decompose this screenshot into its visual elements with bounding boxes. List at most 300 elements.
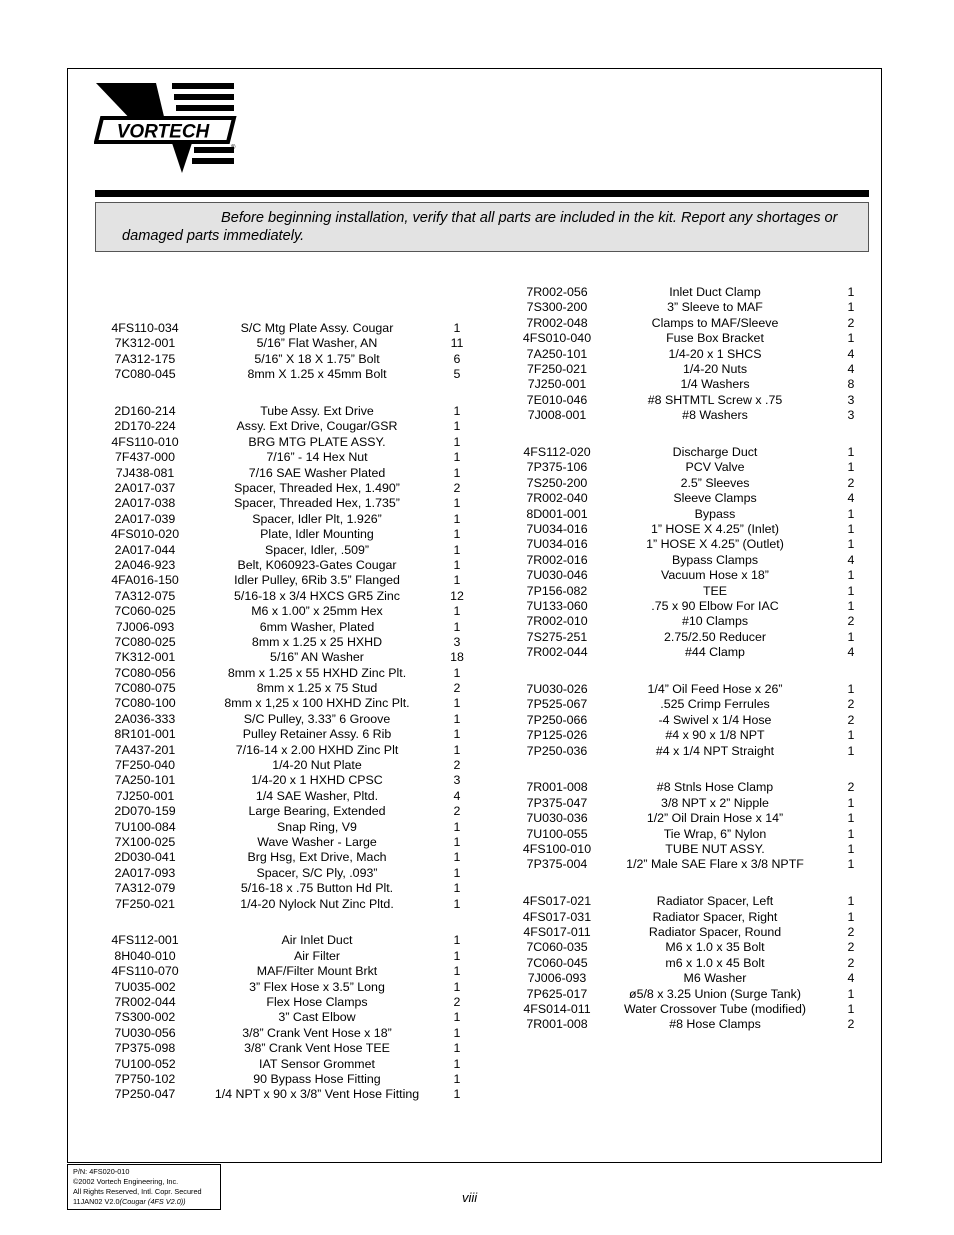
group-spacer (515, 873, 871, 895)
parts-row (95, 367, 475, 382)
description-cell: 8mm x 1,25 x 100 HXHD Zinc Plt. (224, 696, 410, 711)
part-number-cell: 2A017-044 (114, 542, 176, 557)
description-cell: M6 Washer (683, 971, 747, 986)
parts-row (95, 404, 475, 419)
parts-row (515, 796, 871, 811)
quantity-cell: 1 (453, 419, 461, 434)
part-number-cell: 4FS017-021 (522, 894, 592, 909)
part-number-cell: 2A017-093 (114, 865, 176, 880)
quantity-cell: 12 (450, 588, 464, 603)
quantity-cell: 1 (453, 819, 461, 834)
description-cell: 3/8” Crank Vent Hose TEE (244, 1041, 390, 1056)
part-number-cell: 8D001-001 (526, 506, 588, 521)
quantity-cell: 8 (847, 377, 855, 392)
parts-row (515, 507, 871, 522)
description-cell: 5/16-18 x .75 Button Hd Plt. (240, 881, 394, 896)
parts-row (95, 336, 475, 351)
quantity-cell: 1 (453, 1087, 461, 1102)
parts-row (95, 1087, 475, 1102)
part-number-cell: 7U100-052 (114, 1056, 176, 1071)
part-number-cell: 7C060-045 (526, 955, 588, 970)
quantity-cell: 1 (847, 445, 855, 460)
part-number-cell: 7C080-100 (114, 696, 176, 711)
part-number-cell: 7F250-021 (527, 361, 587, 376)
parts-row (515, 1002, 871, 1017)
quantity-cell: 1 (453, 573, 461, 588)
description-cell: 8mm X 1.25 x 45mm Bolt (247, 367, 387, 382)
part-number-cell: 7A437-201 (114, 742, 176, 757)
parts-row (515, 362, 871, 377)
description-cell: M6 x 1.0 x 35 Bolt (665, 940, 765, 955)
part-number-cell: 7R002-016 (526, 552, 588, 567)
part-number-cell: 7P525-067 (526, 697, 588, 712)
quantity-cell: 1 (847, 537, 855, 552)
parts-row (95, 527, 475, 542)
parts-row (515, 599, 871, 614)
quantity-cell: 1 (847, 598, 855, 613)
parts-row (95, 573, 475, 588)
quantity-cell: 2 (847, 614, 855, 629)
quantity-cell: 1 (847, 728, 855, 743)
quantity-cell: 1 (453, 979, 461, 994)
parts-row (515, 894, 871, 909)
description-cell: #8 Stnls Hose Clamp (656, 780, 774, 795)
description-cell: 1/2” Male SAE Flare x 3/8 NPTF (626, 857, 804, 872)
parts-row (95, 589, 475, 604)
quantity-cell: 1 (453, 881, 461, 896)
description-cell: MAF/Filter Mount Brkt (256, 964, 378, 979)
parts-row (95, 1072, 475, 1087)
description-cell: 8mm x 1.25 x 75 Stud (256, 681, 378, 696)
description-cell: 5/16-18 x 3/4 HXCS GR5 Zinc (234, 588, 400, 603)
description-cell: 1/4 SAE Washer, Pltd. (255, 788, 379, 803)
description-cell: #44 Clamp (685, 645, 745, 660)
quantity-cell: 6 (453, 351, 461, 366)
parts-row (515, 1017, 871, 1032)
part-number-cell: 7X100-025 (114, 835, 176, 849)
parts-row (95, 496, 475, 511)
header-rule (95, 190, 869, 197)
description-cell: BRG MTG PLATE ASSY. (248, 434, 386, 449)
description-cell: S/C Mtg Plate Assy. Cougar (240, 321, 394, 335)
group-spacer (95, 912, 475, 934)
version-line (73, 1197, 220, 1207)
quantity-cell: 1 (847, 521, 855, 536)
quantity-cell: 3 (847, 408, 855, 423)
quantity-cell: 2 (847, 925, 855, 940)
parts-row (95, 820, 475, 835)
part-number-cell: 7R001-008 (526, 1017, 588, 1032)
parts-row (95, 1026, 475, 1041)
description-cell: Plate, Idler Mounting (260, 527, 374, 542)
part-number-cell: 8R101-001 (114, 727, 176, 742)
parts-row (515, 910, 871, 925)
description-cell: 1/4-20 x 1 HXHD CPSC (251, 773, 383, 788)
quantity-cell: 2 (453, 804, 461, 819)
description-cell: Assy. Ext Drive, Cougar/GSR (236, 419, 398, 434)
parts-row (515, 940, 871, 955)
part-number: P/N: 4FS020-010 (73, 1167, 130, 1176)
part-number-cell: 7P375-047 (526, 795, 588, 810)
quantity-cell: 1 (847, 285, 855, 299)
description-cell: 1/4 Washers (680, 377, 750, 392)
description-cell: Bypass Clamps (671, 552, 759, 567)
description-cell: Spacer, Idler, .509” (264, 542, 369, 557)
parts-row (95, 635, 475, 650)
part-number-cell: 7F250-040 (115, 758, 175, 773)
part-number-cell: 7U030-026 (526, 681, 588, 696)
description-cell: 8mm x 1.25 x 55 HXHD Zinc Plt. (227, 665, 407, 680)
parts-row (515, 780, 871, 795)
part-number-cell: 7J008-001 (527, 408, 587, 423)
description-cell: #4 x 1/4 NPT Straight (655, 743, 775, 758)
part-number-cell: 7P156-082 (526, 583, 588, 598)
part-number-cell: 2A017-037 (114, 481, 176, 496)
description-cell: ø5/8 x 3.25 Union (Surge Tank) (629, 986, 801, 1001)
part-number-cell: 7P375-106 (526, 460, 588, 475)
description-cell: #4 x 90 x 1/8 NPT (665, 728, 765, 743)
part-number-cell: 4FS010-020 (110, 527, 180, 542)
description-cell: IAT Sensor Grommet (259, 1056, 375, 1071)
parts-row (95, 712, 475, 727)
description-cell: 3/8 NPT x 2” Nipple (661, 795, 769, 810)
quantity-cell: 1 (453, 604, 461, 619)
quantity-cell: 4 (847, 645, 855, 660)
part-number-cell: 4FS110-070 (111, 964, 179, 979)
quantity-cell: 1 (453, 527, 461, 542)
part-number-cell: 7S300-002 (114, 1010, 176, 1025)
part-number-cell: 4FA016-150 (111, 573, 179, 588)
quantity-cell: 1 (847, 1002, 855, 1017)
quantity-cell: 1 (453, 404, 461, 419)
group-spacer (515, 759, 871, 781)
parts-row (95, 964, 475, 979)
quantity-cell: 1 (847, 629, 855, 644)
quantity-cell: 1 (847, 568, 855, 583)
part-number-cell: 7C060-035 (526, 940, 588, 955)
parts-row (515, 331, 871, 346)
description-cell: 2.75/2.50 Reducer (664, 629, 766, 644)
part-number-cell: 7P250-047 (114, 1087, 176, 1102)
parts-row (515, 697, 871, 712)
parts-row (515, 971, 871, 986)
parts-row (515, 300, 871, 315)
part-number-cell: 7F250-021 (115, 896, 175, 911)
part-number-cell: 2D170-224 (114, 419, 176, 434)
quantity-cell: 4 (847, 346, 855, 361)
part-number-cell: 7P375-098 (114, 1041, 176, 1056)
part-number-cell: 7U030-046 (526, 568, 588, 583)
parts-row (95, 866, 475, 881)
part-number-cell: 7P250-036 (526, 743, 588, 758)
description-cell: M6 x 1.00” x 25mm Hex (251, 604, 383, 619)
part-number-cell: 7P750-102 (114, 1071, 176, 1086)
parts-row (515, 316, 871, 331)
part-number-cell: 4FS110-010 (111, 434, 179, 449)
parts-row (95, 804, 475, 819)
parts-row (95, 850, 475, 865)
description-cell: Vacuum Hose x 18” (661, 568, 769, 583)
quantity-cell: 1 (847, 506, 855, 521)
parts-row (95, 558, 475, 573)
quantity-cell: 1 (453, 896, 461, 911)
part-number-cell: 7P125-026 (526, 728, 588, 743)
part-number-cell: 7A250-101 (526, 346, 588, 361)
parts-row (95, 696, 475, 711)
quantity-cell: 2 (847, 780, 855, 795)
part-number-cell: 2D160-214 (114, 404, 176, 419)
description-cell: 7/16 SAE Washer Plated (248, 465, 386, 480)
parts-row (515, 584, 871, 599)
quantity-cell: 1 (453, 496, 461, 511)
description-cell: Spacer, S/C Ply, .093” (256, 865, 378, 880)
quantity-cell: 4 (847, 971, 855, 986)
part-number-cell: 7C080-045 (114, 367, 176, 382)
logo-text: VORTECH (116, 121, 210, 143)
quantity-cell: 1 (453, 696, 461, 711)
parts-row (95, 949, 475, 964)
page-number: viii (462, 1190, 478, 1205)
parts-row (95, 681, 475, 696)
quantity-cell: 1 (453, 742, 461, 757)
part-number-cell: 7R002-056 (526, 285, 588, 299)
parts-row (95, 481, 475, 496)
rights-line: All Rights Reserved, Intl. Copr. Secured (73, 1187, 202, 1196)
part-number-cell: 4FS017-011 (523, 925, 591, 940)
parts-row (95, 466, 475, 481)
parts-row (95, 933, 475, 948)
part-number-cell: 7J006-093 (115, 619, 175, 634)
description-cell: Flex Hose Clamps (266, 995, 368, 1010)
description-cell: Discharge Duct (672, 445, 758, 460)
parts-row (95, 543, 475, 558)
description-cell: 1/4” Oil Feed Hose x 26” (647, 681, 783, 696)
copyright-line: ©2002 Vortech Engineering, Inc. (73, 1177, 179, 1186)
description-cell: 6mm Washer, Plated (259, 619, 375, 634)
parts-row (95, 435, 475, 450)
quantity-cell: 1 (453, 1056, 461, 1071)
quantity-cell: 4 (453, 788, 461, 803)
description-cell: Tie Wrap, 6” Nylon (663, 826, 767, 841)
parts-row (95, 727, 475, 742)
description-cell: TUBE NUT ASSY. (665, 842, 765, 856)
parts-list-left (95, 321, 475, 1103)
quantity-cell: 2 (847, 1017, 855, 1032)
description-cell: 3” Cast Elbow (278, 1010, 356, 1025)
parts-row (515, 956, 871, 971)
part-number-cell: 7U133-060 (526, 598, 588, 613)
parts-row (95, 604, 475, 619)
parts-row (515, 408, 871, 423)
part-number-cell: 7F437-000 (115, 450, 175, 465)
parts-row (95, 789, 475, 804)
part-number-cell: 7A250-101 (114, 773, 176, 788)
description-cell: 3” Flex Hose x 3.5” Long (249, 979, 385, 994)
parts-row (515, 614, 871, 629)
description-cell: 5/16” AN Washer (270, 650, 364, 665)
parts-row (515, 645, 871, 660)
quantity-cell: 3 (847, 392, 855, 407)
parts-row (515, 682, 871, 697)
description-cell: #8 Washers (682, 408, 748, 423)
parts-row (515, 553, 871, 568)
quantity-cell: 2 (847, 697, 855, 712)
parts-row (515, 537, 871, 552)
parts-row (95, 512, 475, 527)
part-number-cell: 7U030-036 (526, 811, 588, 826)
description-cell: S/C Pulley, 3.33” 6 Groove (243, 711, 391, 726)
description-cell: Brg Hsg, Ext Drive, Mach (247, 850, 387, 865)
parts-row (95, 620, 475, 635)
part-number-cell: 7S275-251 (526, 629, 588, 644)
parts-row (515, 630, 871, 645)
quantity-cell: 1 (453, 542, 461, 557)
description-cell: Spacer, Threaded Hex, 1.490” (234, 481, 400, 496)
quantity-cell: 2 (847, 315, 855, 330)
description-cell: Inlet Duct Clamp (669, 285, 761, 299)
description-cell: #10 Clamps (681, 614, 749, 629)
parts-row (95, 321, 475, 336)
quantity-cell: 1 (847, 583, 855, 598)
quantity-cell: 1 (847, 681, 855, 696)
part-number-cell: 7U030-056 (114, 1025, 176, 1040)
part-number-cell: 7R002-048 (526, 315, 588, 330)
parts-row (515, 568, 871, 583)
part-number-cell: 7A312-079 (114, 881, 176, 896)
parts-row (515, 460, 871, 475)
verification-notice: Before beginning installation, verify that all parts are included in the kit. Report any shortages or damaged parts immediately. (95, 202, 869, 252)
group-spacer (515, 660, 871, 682)
description-cell: 1” HOSE X 4.25” (Outlet) (646, 537, 784, 552)
quantity-cell: 1 (847, 909, 855, 924)
description-cell: 1/4-20 Nut Plate (272, 758, 362, 773)
parts-row (95, 1057, 475, 1072)
parts-row (95, 352, 475, 367)
description-cell: Large Bearing, Extended (248, 804, 386, 819)
quantity-cell: 1 (453, 665, 461, 680)
quantity-cell: 2 (847, 940, 855, 955)
description-cell: Spacer, Threaded Hex, 1.735” (234, 496, 400, 511)
description-cell: .525 Crimp Ferrules (660, 697, 770, 712)
quantity-cell: 1 (453, 1071, 461, 1086)
description-cell: 5/16” X 18 X 1.75” Bolt (254, 351, 380, 366)
parts-row (515, 522, 871, 537)
description-cell: Air Filter (293, 948, 341, 963)
part-number-cell: 7E010-046 (526, 392, 588, 407)
quantity-cell: 1 (453, 865, 461, 880)
quantity-cell: 1 (847, 826, 855, 841)
quantity-cell: 1 (453, 933, 461, 948)
part-number-cell: 7S300-200 (526, 300, 588, 315)
quantity-cell: 1 (453, 465, 461, 480)
description-cell: 3/8” Crank Vent Hose x 18” (242, 1025, 392, 1040)
part-number-cell: 7U034-016 (526, 521, 588, 536)
parts-row (515, 842, 871, 857)
part-number-cell: 4FS112-020 (523, 445, 591, 460)
parts-row (95, 450, 475, 465)
parts-row (95, 419, 475, 434)
part-number-cell: 4FS014-011 (523, 1002, 591, 1017)
description-cell: Fuse Box Bracket (666, 331, 764, 346)
quantity-cell: 1 (453, 321, 461, 335)
part-number-cell: 7R002-044 (526, 645, 588, 660)
parts-row (515, 713, 871, 728)
part-number-cell: 2D030-041 (114, 850, 176, 865)
parts-row (95, 1041, 475, 1056)
part-number-cell: 7A312-075 (114, 588, 176, 603)
quantity-cell: 1 (453, 835, 461, 849)
description-cell: #8 SHTMTL Screw x .75 (647, 392, 783, 407)
description-cell: .75 x 90 Elbow For IAC (651, 598, 779, 613)
parts-row (515, 827, 871, 842)
parts-row (515, 728, 871, 743)
description-cell: Idler Pulley, 6Rib 3.5” Flanged (234, 573, 400, 588)
description-cell: 1/2” Oil Drain Hose x 14” (646, 811, 784, 826)
part-number-cell: 7J250-001 (527, 377, 587, 392)
quantity-cell: 1 (453, 727, 461, 742)
quantity-cell: 1 (453, 850, 461, 865)
description-cell: 3” Sleeve to MAF (667, 300, 763, 315)
part-number-cell: 2A036-333 (114, 711, 176, 726)
part-number-cell: 7P375-004 (526, 857, 588, 872)
quantity-cell: 1 (453, 619, 461, 634)
description-cell: 1” HOSE X 4.25” (Inlet) (650, 521, 780, 536)
parts-list-right (515, 285, 871, 1033)
description-cell: Sleeve Clamps (673, 491, 757, 506)
description-cell: PCV Valve (685, 460, 745, 475)
part-number-cell: 7K312-001 (114, 336, 176, 351)
description-cell: #8 Hose Clamps (669, 1017, 761, 1032)
part-number-cell: 4FS017-031 (522, 909, 592, 924)
part-number-cell: 7R002-040 (526, 491, 588, 506)
quantity-cell: 1 (453, 511, 461, 526)
part-number-cell: 8H040-010 (114, 948, 176, 963)
quantity-cell: 2 (847, 955, 855, 970)
parts-row (515, 347, 871, 362)
parts-row (95, 743, 475, 758)
parts-row (95, 773, 475, 788)
description-cell: 7/16-14 x 2.00 HXHD Zinc Plt (235, 742, 399, 757)
part-number-cell: 7U100-055 (526, 826, 588, 841)
quantity-cell: 1 (847, 842, 855, 856)
part-number-cell: 7S250-200 (526, 475, 588, 490)
vortech-logo (94, 80, 239, 175)
part-number-cell: 7C080-056 (114, 665, 176, 680)
parts-row (515, 925, 871, 940)
quantity-cell: 1 (847, 460, 855, 475)
part-number-cell: 7C080-075 (114, 681, 176, 696)
description-cell: Spacer, Idler Plt, 1.926” (252, 511, 382, 526)
description-cell: m6 x 1.0 x 45 Bolt (665, 955, 765, 970)
parts-row (95, 897, 475, 912)
parts-row (515, 377, 871, 392)
quantity-cell: 1 (847, 743, 855, 758)
quantity-cell: 1 (847, 795, 855, 810)
copyright-footer (67, 1164, 221, 1210)
quantity-cell: 1 (453, 1041, 461, 1056)
part-number-cell: 7C060-025 (114, 604, 176, 619)
quantity-cell: 5 (453, 367, 461, 382)
parts-row (95, 835, 475, 850)
description-cell: Clamps to MAF/Sleeve (651, 315, 779, 330)
parts-row (515, 476, 871, 491)
part-number-cell: 7P625-017 (526, 986, 588, 1001)
quantity-cell: 4 (847, 491, 855, 506)
part-number-cell: 7C080-025 (114, 634, 176, 649)
quantity-cell: 18 (450, 650, 464, 665)
description-cell: 5/16” Flat Washer, AN (256, 336, 378, 351)
part-number-cell: 2A017-038 (114, 496, 176, 511)
